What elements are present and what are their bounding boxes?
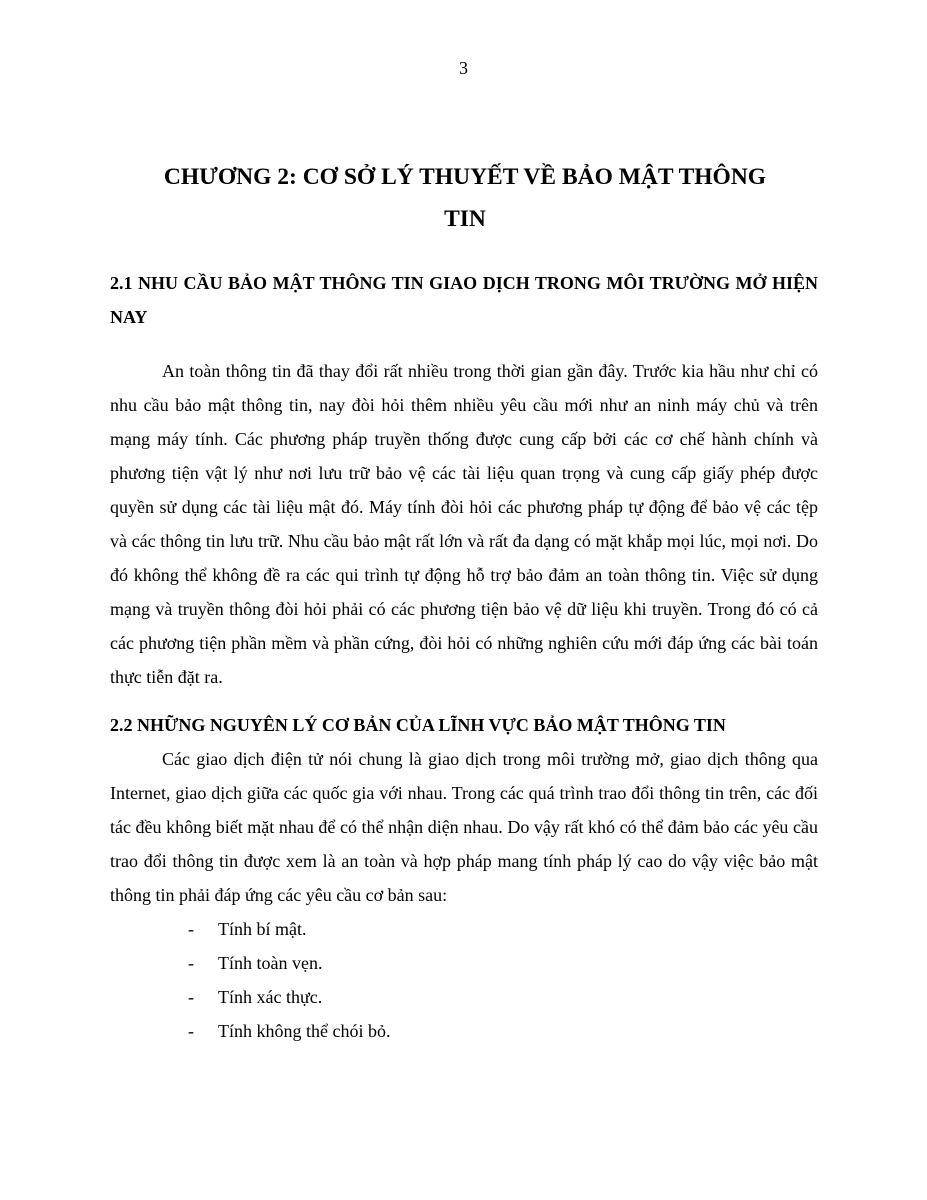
requirements-list: [110, 912, 818, 1048]
dash-bullet-icon: -: [188, 919, 194, 939]
section-heading-2-2: 2.2 NHỮNG NGUYÊN LÝ CƠ BẢN CỦA LĨNH VỰC BẢO MẬT THÔNG TIN: [110, 715, 726, 735]
list-item-text: Tính bí mật.: [218, 919, 307, 939]
dash-bullet-icon: -: [188, 1021, 194, 1041]
list-item: [110, 946, 818, 980]
dash-bullet-icon: -: [188, 953, 194, 973]
list-item: [110, 1014, 818, 1048]
section-heading-2-1: 2.1 NHU CẦU BẢO MẬT THÔNG TIN GIAO DỊCH TRONG MÔI TRƯỜNG MỞ HIỆN NAY: [110, 273, 818, 327]
list-item-text: Tính toàn vẹn.: [218, 953, 323, 973]
section-2-1-paragraph: An toàn thông tin đã thay đổi rất nhiều trong thời gian gần đây. Trước kia hầu như chỉ có nhu cầu bảo mật thông tin, nay đòi hỏi thêm nhiều yêu cầu mới như an ninh máy chủ và trên mạng máy tính. Các phương pháp truyền thống được cung cấp bởi các cơ chế hành chính và phương tiện vật lý như nơi lưu trữ bảo vệ các tài liệu quan trọng và cung cấp giấy phép được quyền sử dụng các tài liệu mật đó. Máy tính đòi hỏi các phương pháp tự động để bảo vệ các tệp và các thông tin lưu trữ. Nhu cầu bảo mật rất lớn và rất đa dạng có mặt khắp mọi lúc, mọi nơi. Do đó không thể không đề ra các qui trình tự động hỗ trợ bảo đảm an toàn thông tin. Việc sử dụng mạng và truyền thông đòi hỏi phải có các phương tiện bảo vệ dữ liệu khi truyền. Trong đó có cả các phương tiện phần mềm và phần cứng, đòi hỏi có những nghiên cứu mới đáp ứng các bài toán thực tiễn đặt ra.: [110, 361, 818, 687]
chapter-title: CHƯƠNG 2: CƠ SỞ LÝ THUYẾT VỀ BẢO MẬT THÔNG TIN: [163, 164, 767, 232]
document-body: [110, 266, 818, 1048]
dash-bullet-icon: -: [188, 987, 194, 1007]
list-item: [110, 980, 818, 1014]
section-2-2-paragraph: Các giao dịch điện tử nói chung là giao dịch trong môi trường mở, giao dịch thông qua Internet, giao dịch giữa các quốc gia với nhau. Trong các quá trình trao đổi thông tin trên, các đối tác đều không biết mặt nhau để có thể nhận diện nhau. Do vậy rất khó có thể đảm bảo các yêu cầu trao đổi thông tin được xem là an toàn và hợp pháp mang tính pháp lý cao do vậy việc bảo mật thông tin phải đáp ứng các yêu cầu cơ bản sau:: [110, 749, 818, 905]
list-item-text: Tính không thể chói bỏ.: [218, 1021, 391, 1041]
list-item-text: Tính xác thực.: [218, 987, 323, 1007]
list-item: [110, 912, 818, 946]
page-number: 3: [459, 58, 468, 78]
